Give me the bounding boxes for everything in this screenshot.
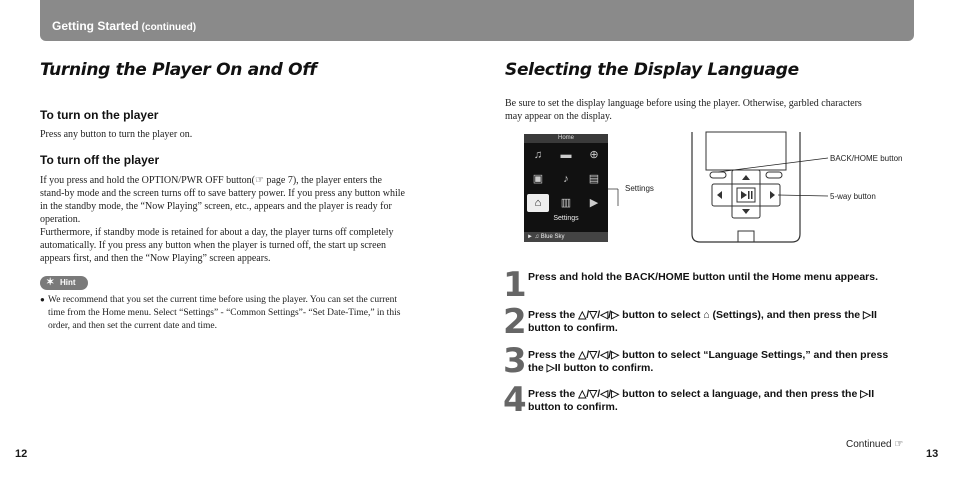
screen-now-playing-bar: ► ♫ Blue Sky xyxy=(524,232,608,242)
hint-bullet: ● xyxy=(40,295,45,304)
header-bar xyxy=(40,0,914,41)
page-number-right: 13 xyxy=(926,448,939,460)
settings-callout: Settings xyxy=(625,184,654,193)
home-screen-illustration xyxy=(524,134,608,242)
step-line: the ▷II button to confirm. xyxy=(528,362,654,374)
turn-off-line: stand-by mode and the screen turns off to save battery power. If you press any button while xyxy=(40,188,405,199)
turn-off-line: automatically. If you press any button when the player is turned off, the start up screen xyxy=(40,240,387,251)
intro-line: may appear on the display. xyxy=(505,111,612,122)
step-number: 1 xyxy=(503,265,526,305)
turn-on-text: Press any button to turn the player on. xyxy=(40,129,193,140)
right-section-title: Selecting the Display Language xyxy=(505,60,799,80)
turn-off-line: operation. xyxy=(40,214,81,225)
document-icon: ▥ xyxy=(560,197,572,209)
lightbulb-icon: ✶ xyxy=(46,277,55,288)
turn-off-line: appears first, and then the “Now Playing” screen appears. xyxy=(40,253,271,264)
pause-icon xyxy=(748,191,750,199)
connector-port xyxy=(738,231,754,242)
screen-settings-label: Settings xyxy=(553,215,579,222)
step-line: Press the △/▽/◁/▷ button to select ⌂ (Settings), and then press the ▷II xyxy=(528,309,877,321)
step-line: Press the △/▽/◁/▷ button to select “Language Settings,” and then press xyxy=(528,349,889,361)
play-icon xyxy=(741,191,747,199)
step-number: 4 xyxy=(503,380,526,420)
hint-line: We recommend that you set the current time before using the player. You can set the current xyxy=(48,295,398,305)
hint-line: order, and then set the current date and time. xyxy=(48,321,217,331)
five-way-leader-line xyxy=(778,195,828,196)
turn-off-paragraph xyxy=(40,174,460,265)
radio-icon: ▬ xyxy=(560,149,572,161)
step-line: button to confirm. xyxy=(528,401,618,413)
back-home-callout: BACK/HOME button xyxy=(830,154,903,163)
turn-off-line: If you press and hold the OPTION/PWR OFF button(☞ page 7), the player enters the xyxy=(40,175,382,186)
option-button xyxy=(766,172,782,178)
step-line: Press and hold the BACK/HOME button until the Home menu appears. xyxy=(528,271,879,283)
page-number-left: 12 xyxy=(15,448,28,460)
up-arrow-icon xyxy=(742,175,750,180)
continued-note: Continued ☞ xyxy=(846,439,904,450)
search-icon: ⊕ xyxy=(589,149,599,161)
hint-label: Hint xyxy=(60,278,76,287)
left-arrow-icon xyxy=(717,191,722,199)
step-text xyxy=(528,388,908,414)
header-title xyxy=(52,19,196,33)
hint-badge xyxy=(40,276,88,290)
step-number: 3 xyxy=(503,341,526,381)
step-text xyxy=(528,309,908,335)
screen-title: Home xyxy=(524,134,608,143)
turn-off-line: Furthermore, if standby mode is retained for about a day, the player turns off completely xyxy=(40,227,394,238)
video-icon: ▤ xyxy=(588,173,600,185)
music-icon: ♫ xyxy=(533,149,543,161)
pause-icon xyxy=(751,191,753,199)
header-title-text: Getting Started xyxy=(52,19,139,33)
step-text xyxy=(528,271,908,284)
intro-paragraph xyxy=(505,97,915,123)
step-text xyxy=(528,349,908,375)
step-line: button to confirm. xyxy=(528,322,618,334)
turn-off-heading: To turn off the player xyxy=(40,153,160,167)
five-way-callout: 5-way button xyxy=(830,192,876,201)
right-arrow-icon xyxy=(770,191,775,199)
back-home-button xyxy=(710,172,726,178)
hint-line: time from the Home menu. Select “Settings” - “Common Settings”- “Set Date-Time,” in this xyxy=(48,308,401,318)
down-arrow-icon xyxy=(742,209,750,214)
left-section-title: Turning the Player On and Off xyxy=(40,60,317,80)
device-screen xyxy=(706,132,786,170)
settings-icon: ⌂ xyxy=(527,194,549,212)
hint-text xyxy=(48,294,458,333)
step-number: 2 xyxy=(503,302,526,342)
turn-on-heading: To turn on the player xyxy=(40,108,159,122)
photo-icon: ▣ xyxy=(532,173,544,185)
playlist-icon: ▶ xyxy=(589,197,599,209)
step-line: Press the △/▽/◁/▷ button to select a language, and then press the ▷II xyxy=(528,388,875,400)
intro-line: Be sure to set the display language before using the player. Otherwise, garbled characters xyxy=(505,98,862,109)
device-body xyxy=(692,132,800,242)
note-icon: ♪ xyxy=(563,173,569,185)
turn-off-line: in the standby mode, the “Now Playing” screen, etc., appears and the player is ready for xyxy=(40,201,392,212)
header-subtitle: (continued) xyxy=(141,22,197,33)
